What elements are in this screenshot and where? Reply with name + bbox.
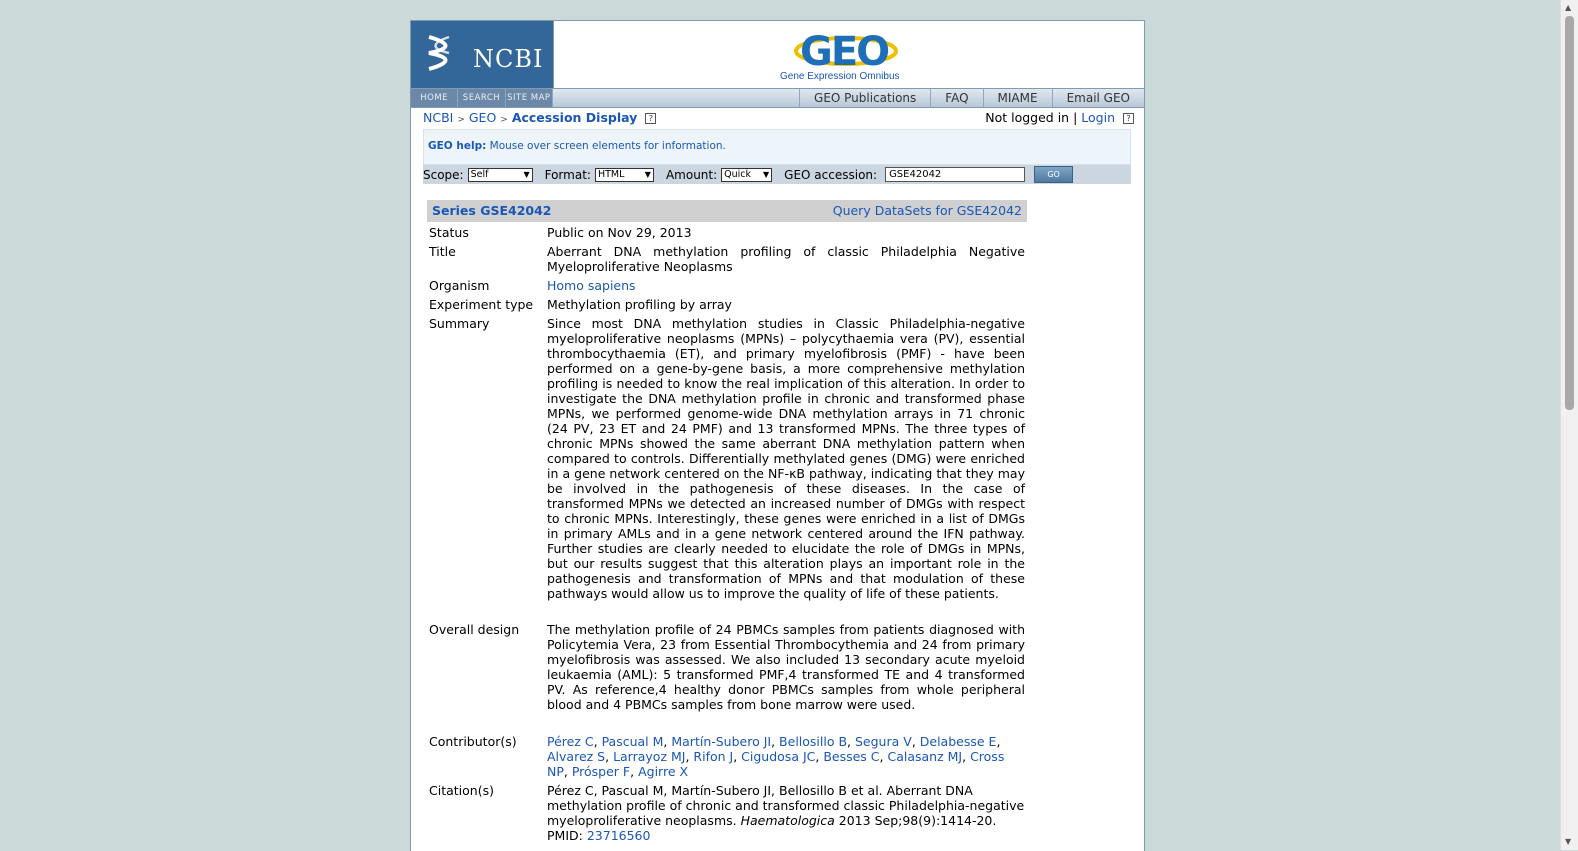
- login-separator: |: [1073, 110, 1078, 125]
- contributor-separator: ,: [847, 734, 855, 749]
- go-button[interactable]: GO: [1034, 166, 1073, 183]
- amount-label: Amount:: [665, 167, 718, 182]
- summary-value: Since most DNA methylation studies in Classic Philadelphia-negative myeloproliferative neoplasms (MPNs) – polycythaemia vera (PV), essential thrombocythaemia (ET), and primary myelofibrosis (PMF) - have been performed on a gene-by-gene basis, a more comprehensive methylation profiling is needed to know the real implication of this alteration. In order to investigate the DNA methylation profile in chronic and transformed phase MPNs, we performed genome-wide DNA methylation arrays in 71 chronic (24 PV, 23 ET and 24 PMF) and 13 transformed MPNs. The three types of chronic MPNs showed the same aberrant DNA methylation pattern when compared to controls. Differentially methylated genes (DMG) were enriched in a gene network centered on the NF-κB pathway, indicating that they may be involved in the pathogenesis of these diseases. In the case of transformed MPNs we detected an increased number of DMGs with respect to chronic MPNs. Interestingly, these genes were enriched in a list of DMGs in primary AMLs and in a gene network centered around the IFN pathway. Further studies are clearly needed to elucidate the role of DMGs in MPNs, but our results suggest that this alteration plays an important role in the pathogenesis and transformation of MPNs and that modulation of these pathways would allow us to improve the quality of life of these patients.: [547, 316, 1025, 601]
- title-label: Title: [429, 244, 456, 259]
- experiment-type-value: Methylation profiling by array: [547, 297, 732, 312]
- chevron-down-icon: ▼: [763, 170, 770, 179]
- chevron-down-icon: ▼: [644, 170, 651, 179]
- svg-text:GEO: GEO: [800, 29, 889, 71]
- contributor-separator: ,: [911, 734, 920, 749]
- contributor-link[interactable]: Prósper F: [571, 764, 631, 779]
- scroll-down-icon[interactable]: ▼: [1565, 837, 1572, 846]
- series-title: Series GSE42042: [432, 203, 552, 218]
- organism-link[interactable]: Homo sapiens: [547, 278, 636, 293]
- pmid-link[interactable]: 23716560: [586, 828, 651, 843]
- contributor-separator: ,: [663, 734, 672, 749]
- title-value: Aberrant DNA methylation profiling of classic Philadelphia Negative Myeloproliferative Neoplasms: [547, 244, 1025, 274]
- citation-text: Pérez C, Pascual M, Martín-Subero JI, Bellosillo B et al. Aberrant DNA methylation profile of chronic and transformed classic Philadelphia-negative myeloproliferative neoplasms.: [547, 783, 1025, 828]
- scrollbar-thumb[interactable]: [1565, 16, 1574, 410]
- contributor-separator: ,: [879, 749, 888, 764]
- contributor-link[interactable]: Calasanz MJ: [887, 749, 963, 764]
- contributor-separator: ,: [733, 749, 742, 764]
- accession-input[interactable]: GSE42042: [885, 167, 1025, 182]
- overall-design-label: Overall design: [429, 622, 520, 637]
- organism-label: Organism: [429, 278, 490, 293]
- contributor-link[interactable]: Pascual M: [601, 734, 664, 749]
- contributor-separator: ,: [771, 734, 780, 749]
- summary-label: Summary: [429, 316, 490, 331]
- overall-design-value: The methylation profile of 24 PBMCs samples from patients diagnosed with Policytemia Vera, 23 from Essential Thrombocythemia and 24 from primary myelofibrosis was assessed. We also included 13 secondary acute myeloid leukaemia (AML): 5 transformed PMF,4 transformed TE and 4 transformed PV. As reference,4 healthy donor PBMCs samples from whole peripheral blood and 4 PBMCs samples from bone marrow were used.: [547, 622, 1025, 712]
- format-label: Format:: [544, 167, 591, 182]
- login-status: Not logged in: [985, 110, 1070, 125]
- nav-miame[interactable]: MIAME: [983, 89, 1052, 107]
- breadcrumb: [423, 110, 656, 125]
- contributor-link[interactable]: Rifon J: [693, 749, 734, 764]
- geo-nav: [799, 89, 1144, 107]
- breadcrumb-ncbi[interactable]: NCBI: [423, 110, 454, 125]
- format-value: HTML: [597, 169, 625, 180]
- geo-help-text: [428, 140, 726, 152]
- query-toolbar: [423, 165, 1131, 184]
- dna-helix-icon: [421, 33, 461, 73]
- contributor-link[interactable]: Delabesse E: [919, 734, 997, 749]
- scope-select[interactable]: [468, 168, 533, 182]
- experiment-type-label: Experiment type: [429, 297, 534, 312]
- breadcrumb-geo[interactable]: GEO: [468, 110, 497, 125]
- geo-logo-icon: [794, 25, 898, 71]
- geo-subtitle: Gene Expression Omnibus: [780, 71, 900, 82]
- help-icon[interactable]: ?: [1123, 113, 1134, 124]
- contributor-separator: ,: [815, 749, 824, 764]
- nav-site-map[interactable]: SITE MAP: [506, 89, 553, 107]
- nav-email-geo[interactable]: Email GEO: [1052, 89, 1144, 107]
- contributor-link[interactable]: Agirre X: [638, 764, 689, 779]
- contributor-separator: ,: [630, 764, 639, 779]
- contributor-link[interactable]: Bellosillo B: [779, 734, 848, 749]
- ncbi-nav: [411, 89, 553, 107]
- status-value: Public on Nov 29, 2013: [547, 225, 692, 240]
- contributor-link[interactable]: Pérez C: [547, 734, 594, 749]
- breadcrumb-separator: >: [500, 115, 508, 125]
- ncbi-logo-text: NCBI: [473, 45, 544, 73]
- ncbi-logo[interactable]: [411, 21, 553, 88]
- geo-page: [410, 20, 1145, 851]
- contributor-link[interactable]: Larrayoz MJ: [613, 749, 686, 764]
- breadcrumb-current: Accession Display: [511, 110, 638, 125]
- contributor-separator: ,: [962, 749, 971, 764]
- contributor-link[interactable]: Cross NP: [547, 749, 1005, 779]
- breadcrumb-separator: >: [457, 115, 465, 125]
- nav-geo-publications[interactable]: GEO Publications: [799, 89, 930, 107]
- contributor-separator: ,: [593, 734, 602, 749]
- contributor-link[interactable]: Cigudosa JC: [741, 749, 816, 764]
- nav-home[interactable]: HOME: [411, 89, 458, 107]
- contributor-link[interactable]: Martín-Subero JI: [671, 734, 772, 749]
- citation-value: [547, 783, 1025, 843]
- scope-value: Self: [470, 169, 489, 180]
- amount-value: Quick: [724, 169, 752, 180]
- contributor-separator: ,: [605, 749, 614, 764]
- contributors-list: [547, 734, 1025, 779]
- query-datasets-link[interactable]: Query DataSets for GSE42042: [832, 203, 1022, 218]
- scope-label: Scope:: [423, 167, 464, 182]
- nav-bar: [411, 88, 1144, 108]
- citation-ref: 2013 Sep;98(9):1414-20.: [838, 813, 997, 828]
- contributor-separator: ,: [685, 749, 694, 764]
- contributor-separator: ,: [563, 764, 572, 779]
- geo-help-label: GEO help:: [428, 140, 487, 152]
- amount-select[interactable]: [721, 168, 772, 182]
- contributor-link[interactable]: Alvarez S: [547, 749, 606, 764]
- citation-journal: Haematologica: [740, 813, 835, 828]
- contributor-link[interactable]: Segura V: [855, 734, 912, 749]
- status-label: Status: [429, 225, 469, 240]
- geo-help-message: Mouse over screen elements for information.: [489, 140, 726, 152]
- page-scrollbar[interactable]: [1560, 0, 1578, 850]
- series-header: [427, 200, 1027, 222]
- scroll-up-icon[interactable]: ▲: [1565, 3, 1572, 12]
- login-area: [985, 110, 1134, 125]
- contributor-separator: ,: [996, 734, 1001, 749]
- geo-help-box: [423, 129, 1131, 165]
- contributors-label: Contributor(s): [429, 734, 517, 749]
- help-icon[interactable]: ?: [645, 113, 656, 124]
- geo-logo[interactable]: [553, 21, 1145, 88]
- nav-faq[interactable]: FAQ: [930, 89, 982, 107]
- nav-search[interactable]: SEARCH: [458, 89, 505, 107]
- citation-label: Citation(s): [429, 783, 494, 798]
- accession-label: GEO accession:: [784, 167, 878, 182]
- chevron-down-icon: ▼: [523, 170, 530, 179]
- contributor-link[interactable]: Besses C: [823, 749, 880, 764]
- format-select[interactable]: [595, 168, 654, 182]
- pmid-label: PMID:: [547, 828, 583, 843]
- login-link[interactable]: Login: [1081, 110, 1116, 125]
